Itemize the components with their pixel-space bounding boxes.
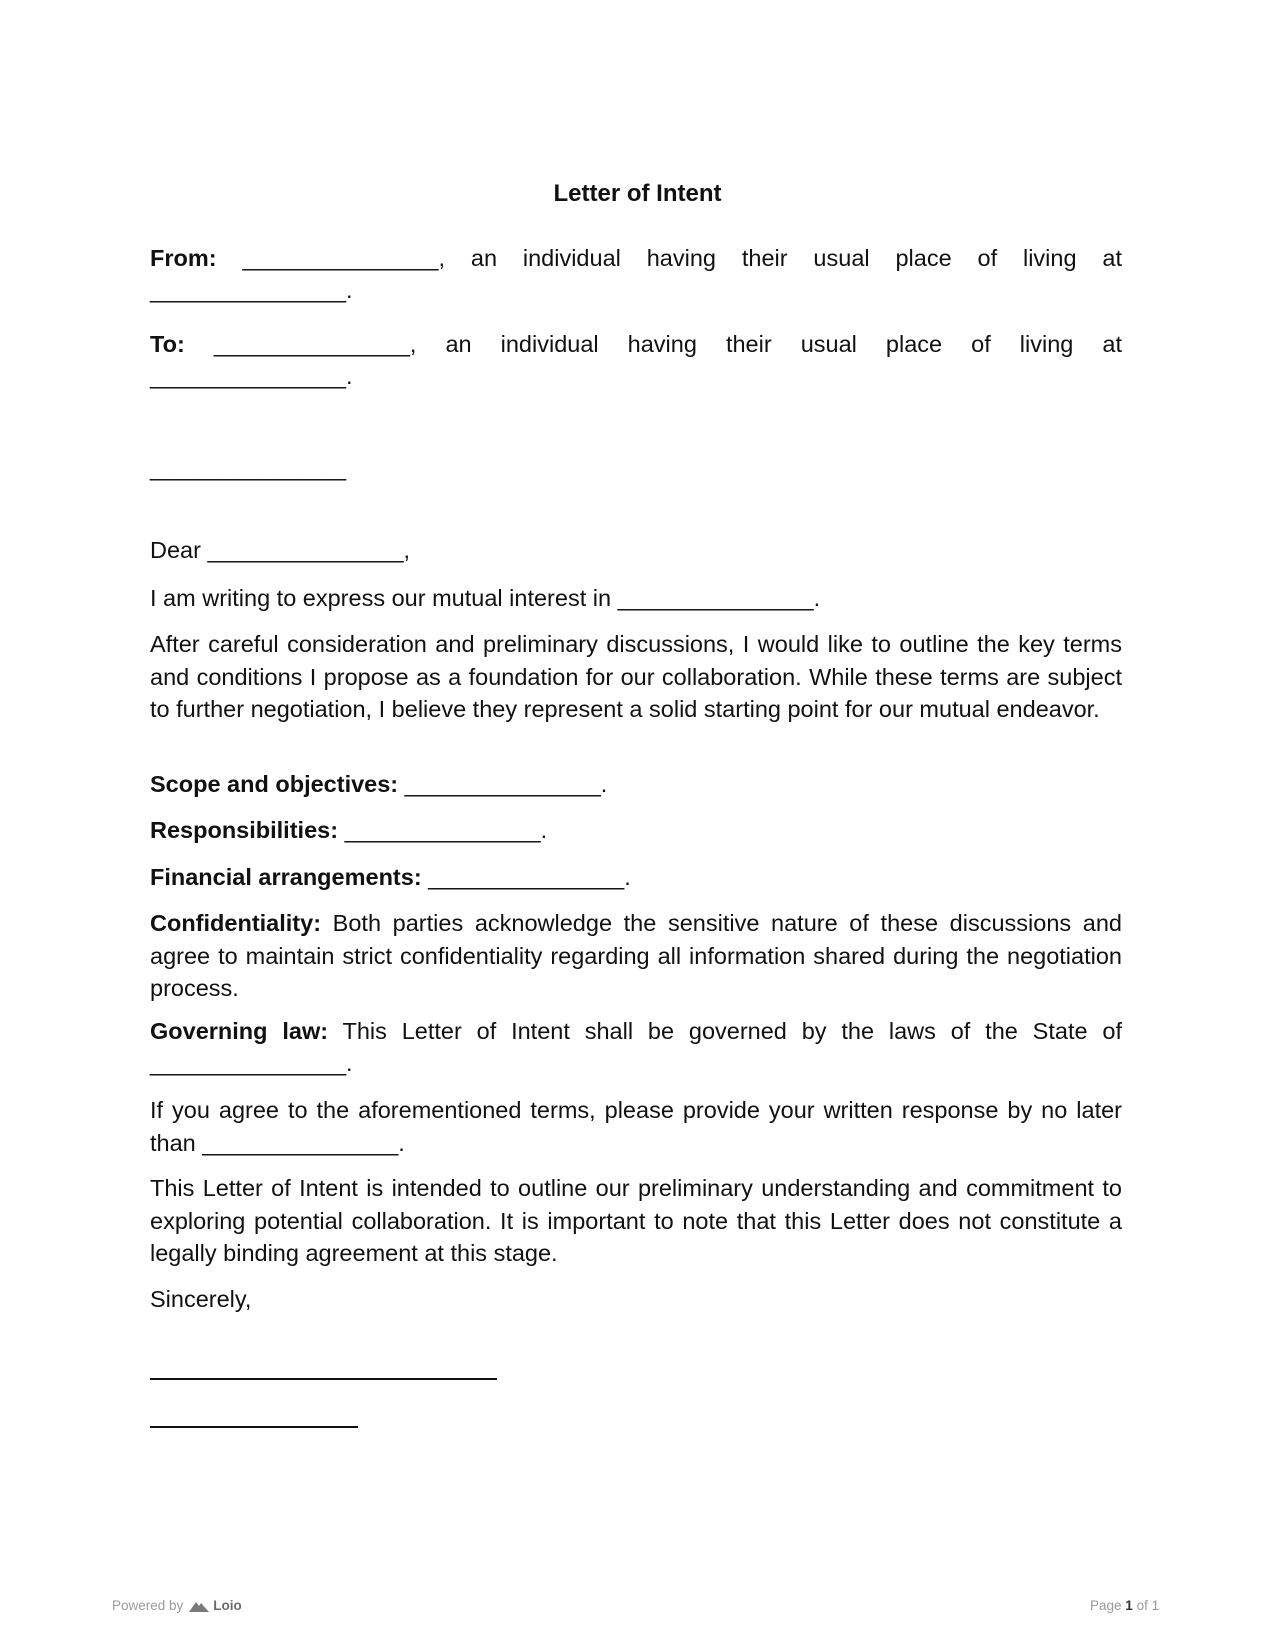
to-continuation: _______________. [150, 363, 353, 389]
responsibilities-value: _______________. [338, 817, 548, 843]
governing-law-line [150, 1015, 1122, 1048]
loio-mountain-icon [189, 1600, 209, 1615]
scope-value: _______________. [398, 771, 608, 797]
from-text: _______________, an individual having their usual place of living at [216, 245, 1122, 271]
confidentiality-label: Confidentiality: [150, 910, 322, 936]
governing-law-label: Governing law: [150, 1018, 329, 1044]
date-blank: _______________ [150, 455, 347, 481]
to-line [150, 328, 1122, 361]
powered-by-text: Powered by [112, 1598, 184, 1613]
financial-label: Financial arrangements: [150, 864, 422, 890]
page-suffix: of 1 [1136, 1598, 1160, 1613]
name-line [150, 1426, 358, 1428]
from-label: From: [150, 245, 217, 271]
footer-powered-by [112, 1598, 242, 1615]
intro-paragraph: I am writing to express our mutual interest in _______________. [150, 585, 821, 611]
governing-law-continuation: _______________. [150, 1050, 353, 1076]
from-line [150, 242, 1122, 275]
from-continuation: _______________. [150, 277, 353, 303]
salutation: Dear _______________, [150, 537, 411, 563]
brand-name: Loio [213, 1598, 242, 1613]
signoff: Sincerely, [150, 1286, 252, 1312]
confidentiality-text: Both parties acknowledge the sensitive nature of these discussions and agree to maintain strict confidentiality regarding all information shared during the negotiation process. [150, 910, 1122, 1001]
footer-page-number [1090, 1598, 1159, 1613]
responsibilities-label: Responsibilities: [150, 817, 339, 843]
governing-law-text: This Letter of Intent shall be governed by the laws of the State of [328, 1018, 1122, 1044]
document-title: Letter of Intent [553, 180, 722, 207]
page-current: 1 [1125, 1598, 1133, 1613]
closing-paragraph: This Letter of Intent is intended to outline our preliminary understanding and commitment to exploring potential collaboration. It is important to note that this Letter does not constitute a legally binding agreement at this stage. [150, 1175, 1122, 1266]
page-prefix: Page [1090, 1598, 1122, 1613]
body-paragraph: After careful consideration and preliminary discussions, I would like to outline the key terms and conditions I propose as a foundation for our collaboration. While these terms are subject to further negotiation, I believe they represent a solid starting point for our mutual endeavor. [150, 631, 1122, 722]
response-paragraph: If you agree to the aforementioned terms, please provide your written response by no later than _______________. [150, 1097, 1122, 1156]
responsibilities-line [150, 814, 1122, 847]
financial-value: _______________. [421, 864, 631, 890]
financial-line [150, 861, 1122, 894]
to-label: To: [150, 331, 185, 357]
confidentiality-paragraph [150, 907, 1122, 1005]
scope-line [150, 768, 1122, 801]
to-text: _______________, an individual having their usual place of living at [184, 331, 1122, 357]
scope-label: Scope and objectives: [150, 771, 399, 797]
signature-line [150, 1378, 497, 1380]
